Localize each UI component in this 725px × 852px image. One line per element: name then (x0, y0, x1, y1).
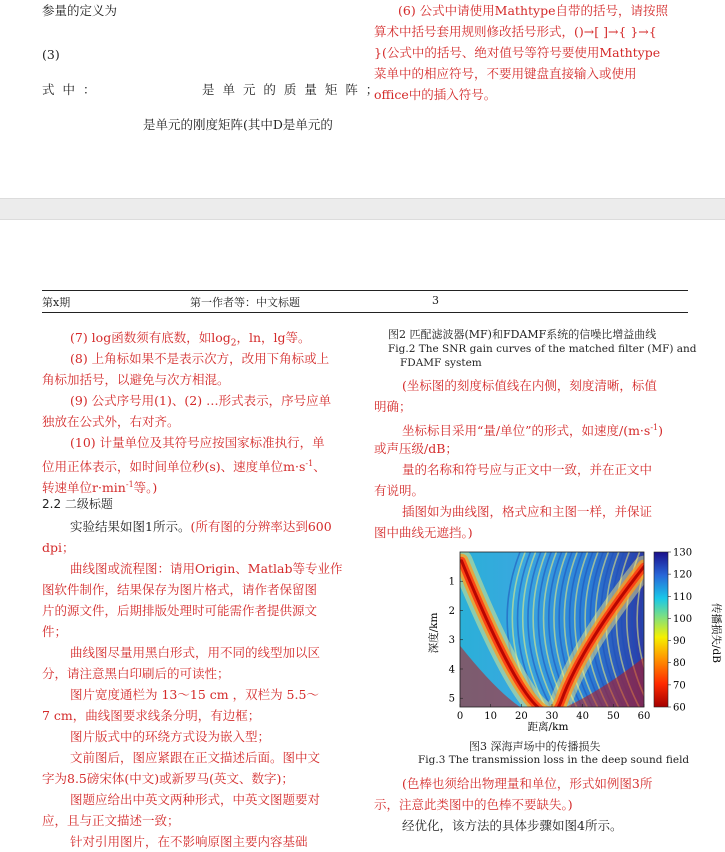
wrap-guideline: 图片版式中的环绕方式设为嵌入型； (70, 729, 271, 744)
colorbar-tick-label: 100 (673, 613, 693, 625)
header-top-rule (42, 290, 688, 291)
colorbar-tick-label: 70 (673, 680, 686, 692)
colorbar-tick-label: 90 (673, 636, 686, 648)
caption-guideline-line-1: 图题应给出中英文两种形式，中英文图题要对 (70, 792, 321, 807)
curve-guideline-line-4: 件； (42, 624, 68, 639)
note-6-line-1: (6) 公式中请使用Mathtype自带的括号，请按照 (398, 3, 668, 18)
previous-page-fragment (0, 0, 725, 198)
rule-8-line-1: (8) 上角标如果不是表示次方，改用下角标或上 (70, 351, 330, 366)
header-bottom-rule (42, 312, 688, 313)
equation-number: (3) (42, 47, 60, 62)
x-tick-label: 50 (606, 711, 620, 722)
bw-guideline-line-1: 曲线图尽量用黑白形式，用不同的线型加以区 (70, 645, 321, 660)
rule-10-line-2: 位用正体表示，如时间单位秒(s)、速度单位$m\cdot s^{-1}$、 (42, 459, 326, 475)
axis-label-guideline-line-2: 或声压级/dB； (374, 441, 458, 456)
x-tick-label: 30 (545, 711, 559, 722)
results-paragraph-line-2: dpi； (42, 540, 75, 555)
x-tick-label: 0 (456, 711, 464, 722)
colorbar-tick-label: 120 (673, 569, 693, 581)
width-guideline-line-2: 7 cm，曲线图要求线条分明，有边框； (42, 708, 261, 723)
placement-guideline-line-1: 文前图后，图应紧跟在正文描述后面。图中文 (70, 750, 321, 765)
colorbar (654, 552, 668, 707)
curve-format-guideline-line-2: 图中曲线无遮挡。) (374, 525, 473, 540)
param-definition-text: 参量的定义为 (42, 3, 118, 18)
x-tick-label: 40 (576, 711, 590, 722)
y-tick-label: 3 (448, 635, 455, 647)
section-heading-2-2: 2.2 二级标题 (42, 497, 113, 511)
rule-10-line-1: (10) 计量单位及其符号应按国家标准执行，单 (70, 435, 325, 450)
rule-8-line-2: 角标加括号，以避免与次方相混。 (42, 372, 230, 387)
caption-guideline-line-2: 应，且与正文描述一致； (42, 813, 180, 828)
colorbar-label: 传播损失/dB (710, 603, 722, 663)
fig2-caption-en-2: FDAMF system (400, 357, 482, 369)
fig3-caption-cn: 图3 深海声场中的传播损失 (469, 740, 601, 753)
note-6-line-2: 算术中括号套用规则修改括号形式，()→[ ]→{ }→{ (374, 24, 657, 39)
rule-7: (7) log函数须有底数，如$\log_2$，ln，lg等。 (70, 330, 311, 349)
curve-guideline-line-3: 片的源文件，后期排版处理时可能需作者提供源文 (42, 603, 318, 618)
mass-matrix-text: 是 单 元 的 质 量 矩 阵 ； (202, 82, 381, 97)
fig3-caption-en: Fig.3 The transmission loss in the deep sound field (418, 754, 690, 766)
fig2-caption-en-1: Fig.2 The SNR gain curves of the matched filter (MF) and (388, 343, 697, 355)
quantity-guideline-line-2: 有说明。 (374, 483, 425, 498)
axis-label-guideline-line-1: 坐标标目采用“量/单位”的形式，如速度$/(m\cdot s^{-1})$ (402, 423, 664, 439)
fig3-heatmap (430, 545, 725, 740)
curve-guideline-line-2: 图软件制作，结果保存为图片格式，请作者保留图 (42, 582, 318, 597)
stiffness-matrix-text: 是单元的刚度矩阵(其中D是单元的 (143, 117, 333, 132)
rule-9-line-2: 独放在公式外，右对齐。 (42, 414, 180, 429)
axis-guideline-line-1: (坐标图的刻度标值线在内侧，刻度清晰，标值 (402, 378, 657, 393)
header-authors-title: 第一作者等：中文标题 (190, 296, 300, 309)
steps-intro-text: 经优化，该方法的具体步骤如图4所示。 (402, 818, 623, 833)
colorbar-tick-label: 110 (673, 591, 693, 603)
placement-guideline-line-2: 字为8.5磅宋体(中文)或新罗马(英文、数字)； (42, 771, 294, 786)
page-separator (0, 198, 725, 220)
y-tick-label: 1 (448, 576, 455, 588)
colorbar-tick-label: 80 (673, 658, 686, 670)
colorbar-guideline-line-2: 示，注意此类图中的色棒不要缺失。) (374, 797, 573, 812)
colorbar-tick-label: 60 (673, 702, 686, 714)
citation-guideline-line-1: 针对引用图片，在不影响原图主要内容基础 (70, 834, 308, 849)
note-6-line-3: }(公式中的括号、绝对值号等符号要使用Mathtype (374, 45, 661, 60)
x-tick-label: 10 (484, 711, 498, 722)
axis-guideline-line-2: 明确； (374, 399, 412, 414)
note-6-line-4: 菜单中的相应符号，不要用键盘直接输入或使用 (374, 66, 637, 81)
rule-10-line-3: 转速单位$r\cdot\min^{-1}$等。) (42, 480, 158, 496)
header-issue: 第x期 (42, 296, 71, 309)
quantity-guideline-line-1: 量的名称和符号应与正文中一致，并在正文中 (402, 462, 653, 477)
y-tick-label: 4 (448, 664, 455, 676)
fig2-caption-cn: 图2 匹配滤波器(MF)和FDAMF系统的信噪比增益曲线 (388, 328, 657, 341)
header-page-number: 3 (432, 294, 439, 307)
colorbar-tick-label: 130 (673, 547, 693, 559)
rule-9-line-1: (9) 公式序号用(1)、(2) …形式表示，序号应单 (70, 393, 332, 408)
x-tick-label: 60 (637, 711, 651, 722)
curve-format-guideline-line-1: 插图如为曲线图，格式应和主图一样，并保证 (402, 504, 653, 519)
y-tick-label: 2 (448, 605, 455, 617)
where-label: 式 中 ： (42, 82, 98, 97)
note-6-line-5: office中的插入符号。 (374, 87, 497, 102)
x-tick-label: 20 (514, 711, 528, 722)
curve-guideline-line-1: 曲线图或流程图：请用Origin、Matlab等专业作 (70, 561, 343, 576)
results-paragraph-line-1: 实验结果如图1所示。(所有图的分辨率达到600 (70, 519, 332, 534)
y-axis-label: 深度/km (428, 612, 440, 654)
colorbar-guideline-line-1: (色棒也须给出物理量和单位，形式如例图3所 (402, 776, 653, 791)
bw-guideline-line-2: 分，请注意黑白印刷后的可读性； (42, 666, 230, 681)
colorbar-ticks (668, 548, 692, 714)
width-guideline-line-1: 图片宽度通栏为 13～15 cm ，双栏为 5.5～ (70, 687, 319, 702)
x-axis-label: 距离/km (527, 721, 569, 733)
y-tick-label: 5 (448, 693, 455, 705)
